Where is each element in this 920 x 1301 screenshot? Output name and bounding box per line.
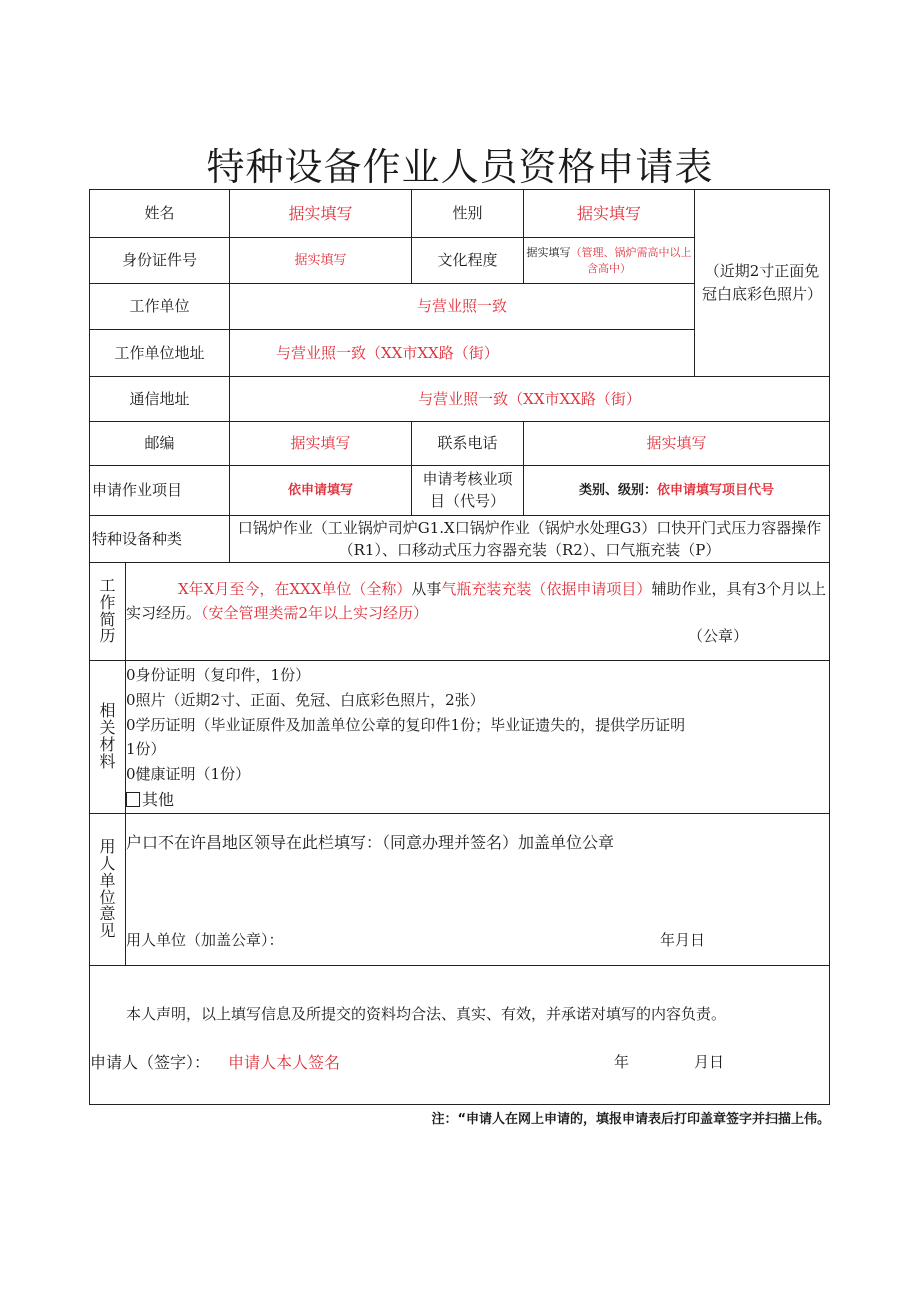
materials-label: 相 关 材 料: [90, 661, 126, 814]
material-item[interactable]: 0身份证明（复印件，1份）: [126, 666, 311, 684]
employer-opinion-instruction: 户口不在许昌地区领导在此栏填写：（同意办理并签名）加盖单位公章: [126, 833, 615, 852]
material-item[interactable]: 0学历证明（毕业证原件及加盖单位公章的复印件1份；毕业证遗失的，提供学历证明: [126, 716, 686, 734]
work-history-verb: 从事: [411, 580, 442, 598]
photo-note: （近期2寸正面免冠白底彩色照片）: [701, 261, 822, 303]
checkbox-icon[interactable]: [126, 792, 140, 807]
gender-label: 性别: [412, 190, 524, 238]
apply-item-label: 申请作业项目: [90, 466, 230, 516]
phone-value[interactable]: 据实填写: [524, 422, 829, 466]
declaration-year: 年: [614, 1053, 630, 1071]
employer-seal-label: 用人单位（加盖公章）：: [126, 931, 284, 949]
footnote: 注：“申请人在网上申请的，填报申请表后打印盖章签字并扫描上伟。: [431, 1112, 830, 1127]
exam-item-label: 申请考核业项目（代号）: [412, 466, 524, 516]
work-history-item: 气瓶充装充装（依据申请项目）: [441, 580, 652, 598]
declaration-text: 本人声明，以上填写信息及所提交的资料均合法、真实、有效，并承诺对填写的内容负责。: [126, 1005, 727, 1023]
education-prefix: 据实填写: [526, 245, 571, 259]
form-title: 特种设备作业人员资格申请表: [206, 145, 714, 189]
name-label: 姓名: [90, 190, 230, 238]
exam-item-cell[interactable]: [524, 466, 829, 516]
employer-address-label: 工作单位地址: [90, 330, 230, 377]
work-history-period: X年X月至今，在XXX单位（全称）: [178, 580, 412, 598]
material-item[interactable]: 0照片（近期2寸、正面、免冠、白底彩色照片，2张）: [126, 691, 485, 709]
id-label: 身份证件号: [90, 238, 230, 284]
education-note: （管理、锅炉需高中以上含高中）: [570, 245, 692, 275]
equipment-value[interactable]: 口锅炉作业（工业锅炉司炉G1.X口锅炉作业（锅炉水处理G3）口快开门式压力容器操作（R1）、口移动式压力容器充装（R2）、口气瓶充装（P）: [230, 516, 829, 563]
apply-item-value[interactable]: 依申请填写: [230, 466, 412, 516]
signer-signature[interactable]: 申请人本人签名: [228, 1053, 341, 1072]
work-history-content[interactable]: [126, 563, 829, 661]
work-history-seal: （公章）: [688, 627, 749, 645]
work-history-role: 辅助作业，具有3个月以上实习经历。: [126, 580, 826, 622]
education-value[interactable]: [524, 238, 695, 284]
work-history-requirement: （安全管理类需2年以上实习经历）: [201, 604, 429, 622]
exam-item-prefix: 类别、级别：: [578, 482, 657, 498]
application-form-table: [89, 189, 830, 1105]
employer-value[interactable]: 与营业照一致: [230, 284, 695, 330]
id-value[interactable]: 据实填写: [230, 238, 412, 284]
gender-value[interactable]: 据实填写: [524, 190, 695, 238]
employer-address-value[interactable]: 与营业照一致（XX市XX路（街）: [230, 330, 695, 377]
employer-opinion-date: 年月日: [660, 931, 706, 949]
phone-label: 联系电话: [412, 422, 524, 466]
materials-content[interactable]: [126, 661, 829, 814]
declaration-month-day: 月日: [694, 1053, 725, 1071]
material-item[interactable]: 1份）: [126, 740, 166, 758]
photo-placeholder[interactable]: [695, 190, 829, 377]
material-item[interactable]: 0健康证明（1份）: [126, 765, 251, 783]
postcode-label: 邮编: [90, 422, 230, 466]
equipment-label: 特种设备种类: [90, 516, 230, 563]
education-label: 文化程度: [412, 238, 524, 284]
mail-address-value[interactable]: 与营业照一致（XX市XX路（街）: [230, 377, 829, 422]
employer-label: 工作单位: [90, 284, 230, 330]
work-history-label: 工 作 简 历: [90, 563, 126, 661]
exam-item-value: 依申请填写项目代号: [657, 482, 775, 498]
name-value[interactable]: 据实填写: [230, 190, 412, 238]
declaration-section: [90, 966, 829, 1104]
postcode-value[interactable]: 据实填写: [230, 422, 412, 466]
mail-address-label: 通信地址: [90, 377, 230, 422]
employer-opinion-content[interactable]: [126, 814, 829, 966]
material-other[interactable]: 其他: [126, 789, 174, 811]
signer-label: 申请人（签字）：: [90, 1053, 211, 1072]
employer-opinion-label: 用 人 单 位 意 见: [90, 814, 126, 966]
